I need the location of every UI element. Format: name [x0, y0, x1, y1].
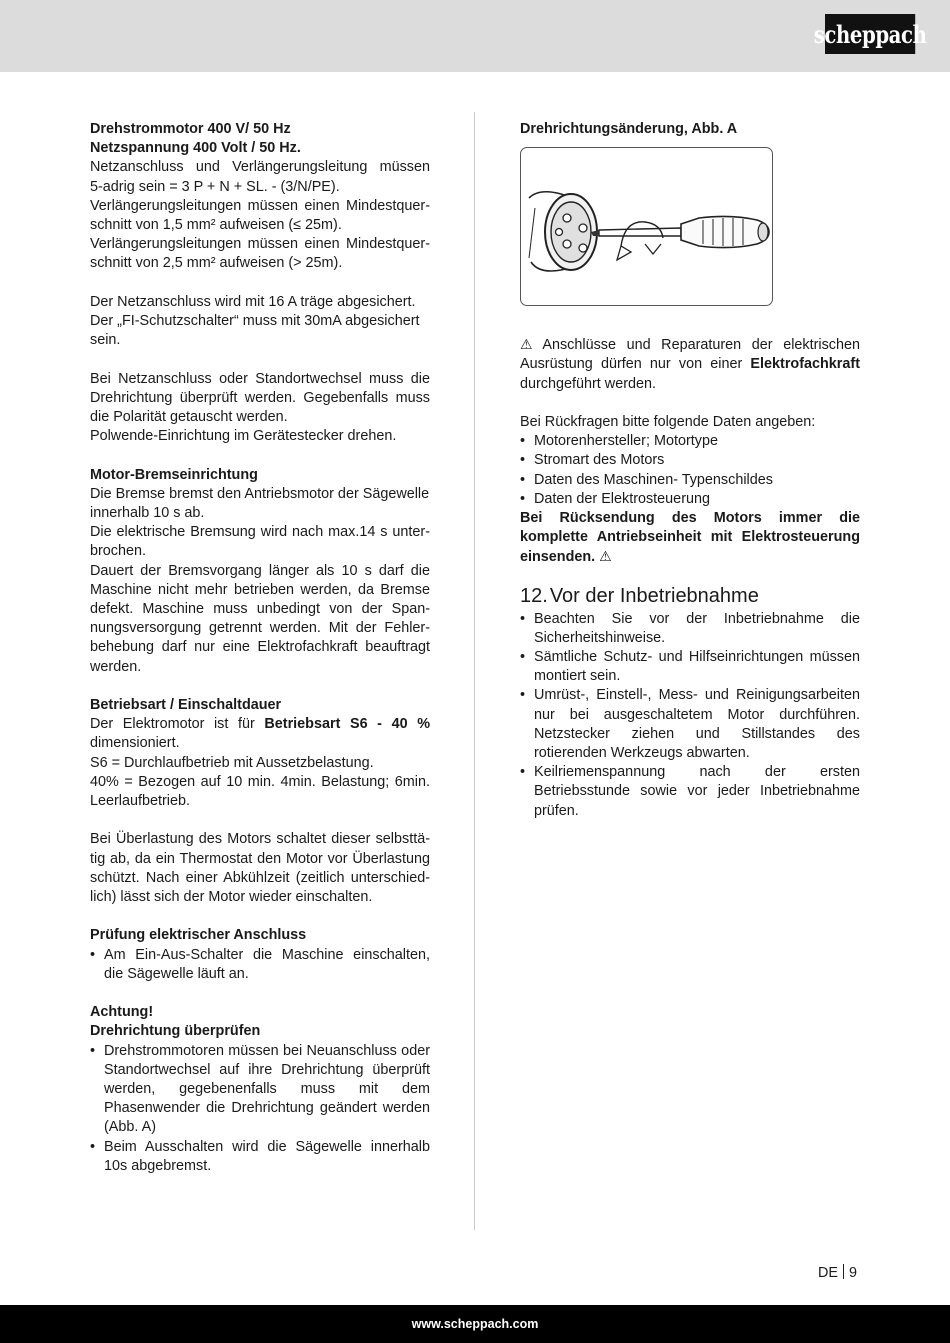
info-list: [520, 432, 860, 509]
text-line: schützt. Nach einer Abkühlzeit (zeitlich unterschied-: [90, 869, 430, 886]
list-item: • Beachten Sie vor der Inbetriebnahme die Sicherheitshinweise.: [520, 610, 860, 648]
text-line: Leerlaufbetrieb.: [90, 793, 191, 810]
warning-triangle-icon: ⚠: [520, 336, 533, 353]
text-line: Drehrichtung überprüft werden. Gegebenfalls muss: [90, 389, 430, 406]
column-divider: [474, 112, 475, 1230]
text-line: Maschine nicht mehr betrieben werden, da Bremse: [90, 581, 430, 598]
text-line: Netzanschluss und Verlängerungsleitung müssen: [90, 159, 430, 176]
text-line: 40% = Bezogen auf 10 min. 4min. Belastung; 6min.: [90, 773, 430, 790]
section-title: Vor der Inbetriebnahme: [549, 584, 759, 607]
list-item: • Daten des Maschinen- Typenschildes: [520, 471, 860, 490]
list-item: • Umrüst-, Einstell-, Mess- und Reinigungsarbeiten nur bei ausgeschaltetem Motor durchführen. Netzstecker ziehen und Stillstandes des rotierenden Werkzeugs abwarten.: [520, 686, 860, 763]
text-span: Elektrofachkraft: [750, 356, 860, 373]
list-item: • Am Ein-Aus-Schalter die Maschine einschalten, die Sägewelle läuft an.: [90, 946, 430, 984]
motor-title-1: Drehstrommotor 400 V/ 50 Hz: [90, 121, 291, 137]
text-span: Der Elektromotor ist für: [90, 716, 265, 733]
overload-text: [90, 830, 430, 907]
mode-text: [90, 734, 430, 811]
text-line: Der Netzanschluss wird mit 16 A träge abgesichert.: [90, 293, 416, 310]
list-item: • Stromart des Motors: [520, 451, 860, 470]
text-line: Bei Überlastung des Motors schaltet dieser selbsttä-: [90, 831, 430, 848]
section-number: 12.: [520, 584, 548, 607]
website-link[interactable]: www.scheppach.com: [411, 1317, 539, 1331]
text-line: Die elektrische Bremsung wird nach max.14 s unter-: [90, 524, 430, 541]
text-line: behebung darf nur eine Elektrofachkraft beauftragt: [90, 639, 430, 656]
mode-line-1: [90, 715, 430, 734]
mode-value: Betriebsart S6 - 40 %: [264, 716, 430, 733]
right-column: [520, 120, 860, 821]
text-line: Verlängerungsleitungen müssen einen Mindestquer-: [90, 197, 430, 214]
brake-text: [90, 485, 430, 677]
check-list: [90, 946, 430, 984]
attention-title: Achtung!: [90, 1004, 154, 1021]
motor-text: [90, 158, 430, 273]
screwdriver-plug-illustration: [521, 148, 772, 305]
page-index: 9: [849, 1265, 858, 1281]
text-line: Die Bremse bremst den Antriebsmotor der Sägewelle: [90, 485, 430, 502]
text-line: sein.: [90, 332, 121, 349]
figure-title: Drehrichtungsänderung, Abb. A: [520, 121, 738, 137]
text-line: dimensioniert.: [90, 735, 180, 752]
text-line: Bei Netzanschluss oder Standortwechsel muss die: [90, 370, 430, 387]
text-line: Der „FI-Schutzschalter“ muss mit 30mA abgesichert: [90, 313, 420, 330]
text-span: Anschlüsse und Reparaturen der elektrischen Ausrüstung dürfen nur von einer: [520, 337, 860, 373]
text-span: durchgeführt werden.: [520, 375, 656, 392]
rotation-list: [90, 1042, 430, 1176]
motor-title-2: Netzspannung 400 Volt / 50 Hz.: [90, 140, 301, 157]
list-item: • Motorenhersteller; Motortype: [520, 432, 860, 451]
section-list: [520, 610, 860, 821]
brake-title: Motor-Bremseinrichtung: [90, 466, 258, 483]
language-code: DE: [818, 1265, 838, 1281]
text-line: Verlängerungsleitungen müssen einen Mindestquer-: [90, 236, 430, 253]
list-item: • Drehstrommotoren müssen bei Neuanschluss oder Standortwechsel auf ihre Drehrichtung überprüft werden, gegebenenfalls muss mit dem Phasenwender die Drehrichtung geändert werden (Abb. A): [90, 1042, 430, 1138]
text-line: nungsversorgung getrennt werden. Mit der Fehler-: [90, 620, 430, 637]
text-line: innerhalb 10 s ab.: [90, 505, 205, 522]
direction-text: [90, 370, 430, 447]
text-line: tig ab, da ein Thermostat den Motor vor Überlastung: [90, 850, 430, 867]
text-line: Polwende-Einrichtung im Gerätestecker drehen.: [90, 428, 397, 445]
figure-a: [520, 147, 773, 306]
page-number: [818, 1264, 857, 1281]
footer-bar: [0, 1305, 950, 1343]
text-line: brochen.: [90, 543, 147, 560]
warning-text: [520, 335, 860, 394]
text-span: Bei Rücksendung des Motors immer die komplette Antriebseinheit mit Elektrosteuerung einsenden.: [520, 510, 860, 566]
text-line: schnitt von 1,5 mm² aufweisen (≤ 25m).: [90, 217, 342, 234]
text-line: schnitt von 2,5 mm² aufweisen (> 25m).: [90, 255, 343, 272]
scheppach-logo: scheppach: [825, 14, 915, 54]
check-title: Prüfung elektrischer Anschluss: [90, 927, 307, 944]
text-line: die Polarität getauscht werden.: [90, 409, 288, 426]
left-column: [90, 120, 430, 1176]
text-line: S6 = Durchlaufbetrieb mit Aussetzbelastung.: [90, 754, 374, 771]
return-note: [520, 509, 860, 568]
header-bar: [0, 0, 950, 72]
info-intro: Bei Rückfragen bitte folgende Daten angeben:: [520, 414, 816, 430]
text-line: defekt. Maschine muss unbedingt von der Span-: [90, 601, 430, 618]
text-line: lich) lässt sich der Motor wieder einschalten.: [90, 889, 373, 906]
rotation-title: Drehrichtung überprüfen: [90, 1023, 261, 1040]
mode-title: Betriebsart / Einschaltdauer: [90, 697, 282, 714]
list-item: • Daten der Elektrosteuerung: [520, 490, 860, 509]
text-line: 5-adrig sein = 3 P + N + SL. - (3/N/PE).: [90, 178, 340, 195]
list-item: • Keilriemenspannung nach der ersten Betriebsstunde sowie vor jeder Inbetriebnahme prüfen.: [520, 763, 860, 821]
warning-triangle-icon: ⚠: [599, 548, 612, 565]
section-heading: [520, 584, 860, 608]
text-line: werden.: [90, 658, 142, 675]
text-line: Dauert der Bremsvorgang länger als 10 s darf die: [90, 562, 430, 579]
fuse-text: [90, 293, 430, 351]
list-item: • Sämtliche Schutz- und Hilfseinrichtungen müssen montiert sein.: [520, 648, 860, 686]
list-item: • Beim Ausschalten wird die Sägewelle innerhalb 10s abgebremst.: [90, 1138, 430, 1176]
